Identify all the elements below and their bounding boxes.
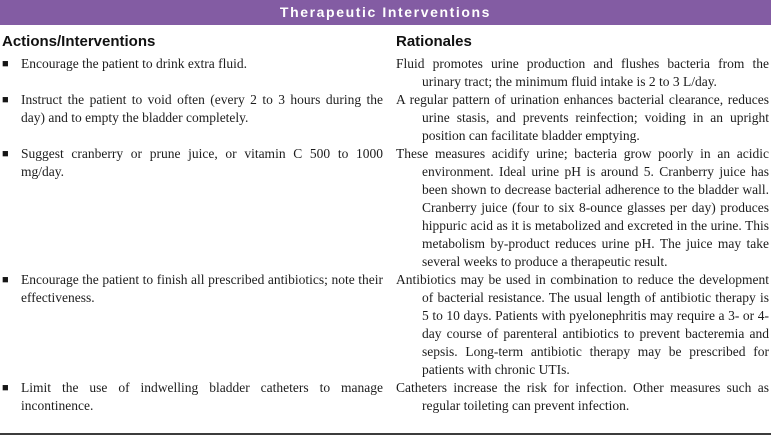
rationale-text: These measures acidify urine; bacteria grow poorly in an acidic environment. Ideal urine pH is around 5. Cranberry juice has been shown to decrease bacterial adherence to the bladder wall. Cranberry juice (four to six 8-ounce glasses per day) produces hippuric acid as it is metabolized and excreted in the urine. This metabolism by-product reduces urine pH. The juice may take several weeks to produce a therapeutic result. [396, 146, 769, 269]
action-cell [0, 271, 396, 307]
action-cell [0, 55, 396, 73]
action-cell [0, 91, 396, 127]
rationale-text: A regular pattern of urination enhances bacterial clearance, reduces urine stasis, and prevents reinfection; voiding in an upright position can facilitate bladder emptying. [396, 92, 769, 143]
column-headers [0, 33, 771, 50]
table-title-banner [0, 0, 771, 25]
table-row [0, 91, 771, 145]
table-row [0, 145, 771, 271]
bottom-rule [0, 433, 771, 435]
actions-column-header: Actions/Interventions [2, 33, 156, 50]
rationale-cell [396, 91, 771, 145]
rationale-cell [396, 55, 771, 91]
action-cell [0, 145, 396, 181]
rationale-cell [396, 379, 771, 415]
square-bullet-icon: ■ [2, 94, 9, 106]
rationales-column-header: Rationales [396, 33, 472, 50]
rationale-text: Fluid promotes urine production and flushes bacteria from the urinary tract; the minimum fluid intake is 2 to 3 L/day. [396, 56, 769, 89]
rationale-text: Antibiotics may be used in combination to reduce the development of bacterial resistance. The usual length of antibiotic therapy is 5 to 10 days. Patients with pyelonephritis may require a 3- or 4-day course of parenteral antibiotics to prevent bacteremia and sepsis. Long-term antibiotic therapy may be prescribed for patients with chronic UTIs. [396, 272, 769, 377]
table-row [0, 55, 771, 91]
rationale-text: Catheters increase the risk for infection. Other measures such as regular toileting can prevent infection. [396, 380, 769, 413]
action-text: Limit the use of indwelling bladder catheters to manage incontinence. [21, 380, 383, 413]
rationale-cell [396, 145, 771, 271]
action-text: Encourage the patient to finish all prescribed antibiotics; note their effectiveness. [21, 272, 383, 305]
action-cell [0, 379, 396, 415]
table-row [0, 271, 771, 379]
table-body [0, 55, 771, 415]
square-bullet-icon: ■ [2, 148, 9, 160]
action-text: Suggest cranberry or prune juice, or vitamin C 500 to 1000 mg/day. [21, 146, 383, 179]
table-row [0, 379, 771, 415]
action-text: Instruct the patient to void often (every 2 to 3 hours during the day) and to empty the bladder completely. [21, 92, 383, 125]
rationale-cell [396, 271, 771, 379]
square-bullet-icon: ■ [2, 274, 9, 286]
table-title: Therapeutic Interventions [279, 4, 492, 20]
action-text: Encourage the patient to drink extra fluid. [21, 56, 248, 71]
square-bullet-icon: ■ [2, 382, 9, 394]
square-bullet-icon: ■ [2, 58, 9, 70]
